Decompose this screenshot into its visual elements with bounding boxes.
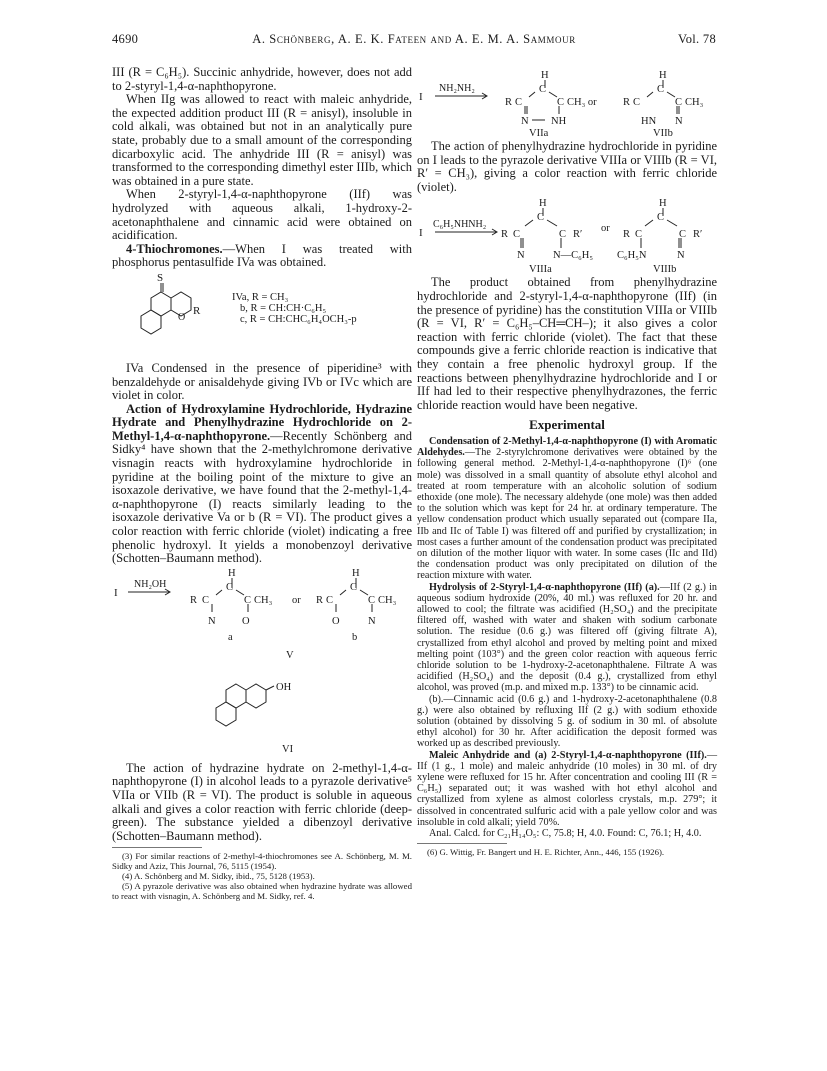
c-atom-label: C bbox=[675, 97, 683, 108]
reagent-label: C₆H₅NHNH₂ bbox=[433, 219, 487, 231]
methyl-or-label: CH₃ or bbox=[567, 97, 597, 108]
or-label: or bbox=[601, 223, 610, 235]
thiochromone-structure-iv bbox=[112, 270, 412, 362]
footnotes bbox=[112, 851, 412, 901]
c-atom-label: C bbox=[679, 229, 687, 241]
paragraph bbox=[417, 582, 717, 694]
paragraph bbox=[417, 750, 717, 828]
reagent-label: NH₂NH₂ bbox=[439, 83, 475, 94]
c-atom-label: C bbox=[513, 229, 521, 241]
paragraph: (b).—Cinnamic acid (0.6 g.) and 1-hydroxy-2-acetonaphthalene (0.8 g.) were also obtained by refluxing IIf (2 g.) with sodium ethoxide solution (obtained by dissolving 5 g. of sodium in 30 ml. of absolute ethyl alcohol) for 30 hr. After acidification the deposit formed was worked up as described previously. bbox=[417, 693, 717, 750]
n-atom-label: N bbox=[208, 615, 216, 627]
nh-group-label: NH bbox=[551, 116, 567, 127]
run-in-heading: Maleic Anhydride and (a) 2-Styryl-1,4-α-naphthopyrone (IIf). bbox=[429, 749, 707, 761]
paragraph: When 2-styryl-1,4-α-naphthopyrone (IIf) was hydrolyzed with aqueous alkali, 1-hydroxy-2-acetonaphthalene and cinnamic acid were obtained on acidification. bbox=[112, 187, 412, 243]
n-phenyl-label: N—C₆H₅ bbox=[553, 250, 593, 262]
c-atom-label: C bbox=[633, 97, 641, 108]
compound-v-label: V bbox=[286, 649, 294, 661]
r-group-label: R bbox=[623, 97, 631, 108]
isomer-viiib-label: VIIIb bbox=[653, 264, 677, 276]
left-column bbox=[112, 66, 412, 901]
run-in-heading: Hydrolysis of 2-Styryl-1,4-α-naphthopyrone (IIf) (a). bbox=[429, 581, 660, 593]
paragraph: The product obtained from phenylhydrazine hydrochloride and 2-styryl-1,4-α-naphthopyrone (IIf) (in the presence of pyridine) has the constitution VIIIa or VIIIb (R = VI, R′ = C₆H₅–CH═CH–); it also gives a color reaction with ferric chloride (violet). The fact that these compounds give a ferric chloride reaction is indicative that they contain a free phenolic hydroxyl group. If the reactions between phenylhydrazine hydrochloride and I or IIf had led to their respective phenylhydrazones, the ferric chloride reaction would have been negative. bbox=[417, 275, 717, 412]
paragraph-body: —When I was treated with phosphorus pentasulfide IVa was obtained. bbox=[112, 241, 412, 270]
h-atom-label: H bbox=[539, 198, 547, 210]
paragraph: IVa Condensed in the presence of piperidine³ with benzaldehyde or anisaldehyde giving IVb or IVc which are violet in color. bbox=[112, 360, 412, 403]
o-atom-label: O bbox=[332, 615, 340, 627]
paragraph-body: —IIf (2 g.) in aqueous sodium hydroxide (20%, 40 ml.) was refluxed for 20 hr. and allowed to cool; the filtrate was acidified (H₂SO₄) and the precipitate filtered off, washed with water and shaken with sodium carbonate solution. The residue (0.6 g.) was filtered off (giving filtrate A), crystallized from ethyl alcohol and proved by melting point and mixed melting point (103°) and the green color reaction with aqueous ferric chloride solution to be 1-hydroxy-2-acetonaphthalene. Filtrate A was acidified (H₂SO₄) and the deposit (0.4 g.), crystallized from ethyl alcohol, was proved (m.p. and mixed m.p. 133°) to be cinnamic acid. bbox=[417, 581, 717, 694]
r-group-label: R bbox=[193, 304, 201, 317]
paragraph: The action of hydrazine hydrate on 2-methyl-1,4-α-naphthopyrone (I) in alcohol leads to a pyrazole derivative⁵ VIIa or VIIb (R = VI). The product is soluble in aqueous alkali and gives a color reaction with ferric chloride (deep-green). The substance yielded a dibenzoyl derivative (Schotten–Baumann method). bbox=[112, 760, 412, 843]
h-atom-label: H bbox=[352, 567, 360, 579]
footnote-rule bbox=[112, 847, 202, 848]
paragraph bbox=[112, 243, 412, 270]
o-atom-label: O bbox=[242, 615, 250, 627]
hn-group-label: HN bbox=[641, 116, 657, 127]
page-number: 4690 bbox=[112, 32, 139, 46]
c-atom-label: C bbox=[559, 229, 567, 241]
methyl-label: CH₃ bbox=[685, 97, 704, 108]
h-atom-label: H bbox=[659, 198, 667, 210]
paragraph bbox=[417, 436, 717, 582]
reactant-label: I bbox=[419, 227, 423, 240]
paragraph: When IIg was allowed to react with maleic anhydride, the expected addition product III (R = anisyl), insoluble in cold alkali, was obtained but not in an analytically pure state, probably due to a small amount of the corresponding dicarboxylic acid. The anhydride III (R = anisyl) was transformed to the corresponding dimethyl ester IIIb, which was obtained in a pure state. bbox=[112, 92, 412, 188]
r-prime-label: R′ bbox=[573, 229, 583, 241]
paragraph-body: —IIf (1 g., 1 mole) and maleic anhydride (10 moles) in 30 ml. of dry xylene were refluxed for 15 hr. After concentration and cooling III (R = C₆H₅) separated out; it was washed with hot ethyl alcohol and crystallized from xylene as almost colorless crystals, m.p. 279°; it dissolved in concentrated sulfuric acid with a pale yellow color and was insoluble in cold alkali; yield 70%. bbox=[417, 749, 717, 828]
c-atom-label: C bbox=[226, 581, 234, 593]
footnotes bbox=[417, 847, 717, 857]
volume-number: Vol. 78 bbox=[678, 32, 716, 46]
c-atom-label: C bbox=[657, 84, 665, 95]
isoxazole-scheme-v bbox=[112, 566, 412, 762]
c-atom-label: C bbox=[657, 212, 665, 224]
c-atom-label: C bbox=[539, 84, 547, 95]
c-atom-label: C bbox=[368, 594, 376, 606]
footnote: (4) A. Schönberg and M. Sidky, ibid., 75, 5128 (1953). bbox=[122, 871, 315, 882]
iv-legend-c: c, R = CH:CHC₆H₄OCH₃-p bbox=[240, 313, 357, 325]
footnote: (5) A pyrazole derivative was also obtained when hydrazine hydrate was allowed to react with visnagin, A. Schönberg and M. Sidky, ref. 4. bbox=[112, 881, 412, 902]
n-atom-label: N bbox=[521, 116, 529, 127]
paragraph-body: —Recently Schönberg and Sidky⁴ have shown that the 2-methylchromone derivative visnagin reacts with hydroxylamine hydrochloride in pyridine at the boiling point of the mixture to give an isoxazole derivative, we have found that the 2-methyl-1,4-α-naphthopyrone (I) reacts similarly leading to the isoxazole derivative Va or b (R = VI). The product gives a color reaction with ferric chloride (violet) indicating a free phenolic hydroxyl. It yields a monobenzoyl derivative (Schotten–Baumann method). bbox=[112, 428, 412, 566]
isomer-b-label: b bbox=[352, 631, 358, 643]
n-atom-label: N bbox=[675, 116, 683, 127]
methyl-label: CH₃ bbox=[254, 594, 273, 606]
c-atom-label: C bbox=[515, 97, 523, 108]
r-prime-label: R′ bbox=[693, 229, 703, 241]
iv-legend-a: IVa, R = CH₃ bbox=[232, 291, 289, 303]
r-group-label: R bbox=[190, 594, 198, 606]
n-atom-label: N bbox=[677, 250, 685, 262]
running-title: A. Schönberg, A. E. K. Fateen and A. E. M. A. Sammour bbox=[252, 32, 576, 46]
oxygen-label: O bbox=[178, 311, 186, 323]
c-atom-label: C bbox=[635, 229, 643, 241]
experimental-section bbox=[417, 436, 717, 839]
iv-legend-b: b, R = CH:CH·C₆H₅ bbox=[240, 302, 327, 314]
right-column bbox=[417, 66, 717, 857]
paragraph: III (R = C₆H₅). Succinic anhydride, however, does not add to 2-styryl-1,4-α-naphthopyrone. bbox=[112, 65, 412, 93]
c-atom-label: C bbox=[557, 97, 565, 108]
isomer-a-label: a bbox=[228, 631, 233, 643]
footnote: (6) G. Wittig, Fr. Bangert und H. E. Richter, Ann., 446, 155 (1926). bbox=[427, 847, 665, 858]
isomer-viia-label: VIIa bbox=[529, 128, 549, 139]
compound-vi-label: VI bbox=[282, 743, 294, 755]
isomer-viib-label: VIIb bbox=[653, 128, 673, 139]
section-run-in-heading: 4-Thiochromones. bbox=[126, 241, 223, 256]
section-heading-experimental: Experimental bbox=[529, 417, 605, 433]
c-atom-label: C bbox=[202, 594, 210, 606]
r-group-label: R bbox=[501, 229, 509, 241]
h-atom-label: H bbox=[541, 70, 549, 81]
reagent-label: NH₂OH bbox=[134, 578, 167, 590]
sulfur-label: S bbox=[157, 271, 164, 284]
analysis-paragraph: Anal. Calcd. for C₂₁H₁₄O₅: C, 75.8; H, 4.0. Found: C, 76.1; H, 4.0. bbox=[429, 828, 702, 840]
c-atom-label: C bbox=[326, 594, 334, 606]
c-atom-label: C bbox=[350, 581, 358, 593]
c-atom-label: C bbox=[537, 212, 545, 224]
r-group-label: R bbox=[623, 229, 631, 241]
r-group-label: R bbox=[505, 97, 513, 108]
isomer-viiia-label: VIIIa bbox=[529, 264, 552, 276]
r-group-label: R bbox=[316, 594, 324, 606]
h-atom-label: H bbox=[659, 70, 667, 81]
reactant-label: I bbox=[419, 91, 423, 103]
paragraph bbox=[112, 403, 412, 566]
section-run-in-heading: Action of Hydroxylamine Hydrochloride, Hydrazine Hydrate and Phenylhydrazine Hydrochloride on 2-Methyl-1,4-α-naphthopyrone. bbox=[112, 401, 412, 443]
pyrazole-scheme-viii bbox=[417, 194, 717, 276]
c-atom-label: C bbox=[244, 594, 252, 606]
n-atom-label: N bbox=[517, 250, 525, 262]
footnote-rule bbox=[417, 843, 507, 844]
phenyl-n-label: C₆H₅N bbox=[617, 250, 647, 262]
or-label: or bbox=[292, 594, 301, 606]
paragraph-body: —The 2-styrylchromone derivatives were obtained by the following general method. 2-Methyl-1,4-α-naphthopyrone (I)⁶ (one mole) was dissolved in a small quantity of absolute ethyl alcohol and treated at room temperature with an alcoholic solution of sodium ethoxide (one mole). The necessary aldehyde (one mole) was then added to the solution which was kept for 24 hr. at ordinary temperature. The yellow condensation product which usually separated out (compare IIa, IIb and IIc of Table I) was filtered off and purified by crystallization; in most cases a further amount of the condensation product was precipitated on dilution of the mother liquor with water. In some cases (IIc and IId) the condensation product was only precipitated on dilution of the reaction mixture with water. bbox=[417, 447, 717, 582]
n-atom-label: N bbox=[368, 615, 376, 627]
h-atom-label: H bbox=[228, 567, 236, 579]
paragraph: The action of phenylhydrazine hydrochloride in pyridine on I leads to the pyrazole derivative VIIIa or VIIIb (R = VI, R′ = CH₃), giving a color reaction with ferric chloride (violet). bbox=[417, 139, 717, 194]
reactant-label: I bbox=[114, 586, 118, 599]
methyl-label: CH₃ bbox=[378, 594, 397, 606]
hydroxyl-label: OH bbox=[276, 681, 292, 693]
running-header bbox=[112, 32, 716, 48]
pyrazole-scheme-vii bbox=[417, 66, 717, 140]
footnote: (3) For similar reactions of 2-methyl-4-thiochromones see A. Schönberg, M. M. Sidky and Aziz, This Journal, 76, 5115 (1954). bbox=[112, 851, 412, 872]
run-in-heading: Condensation of 2-Methyl-1,4-α-naphthopyrone (I) with Aromatic Aldehydes. bbox=[417, 435, 717, 459]
